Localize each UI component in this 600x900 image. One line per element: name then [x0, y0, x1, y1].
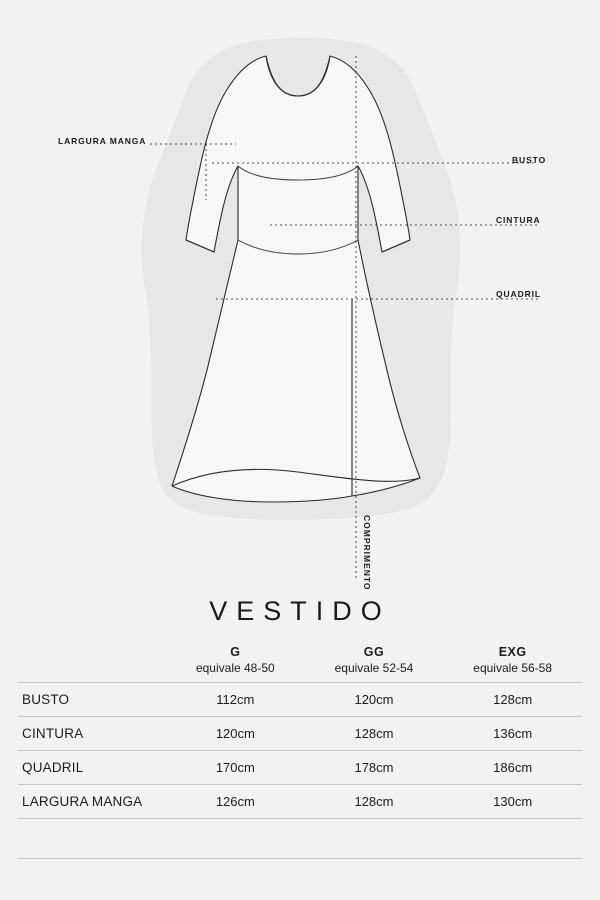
size-equivalence-2: equivale 56-58 [473, 660, 553, 675]
row-label-largura-manga: LARGURA MANGA [18, 784, 166, 818]
table-row [18, 784, 582, 818]
table-row [18, 750, 582, 784]
size-table-header-row [18, 645, 582, 682]
size-table [18, 645, 582, 819]
row-label-cintura: CINTURA [18, 716, 166, 750]
label-busto: BUSTO [512, 155, 547, 165]
row-label-quadril: QUADRIL [18, 750, 166, 784]
cell-cintura-g: 120cm [166, 716, 305, 750]
cell-quadril-g: 170cm [166, 750, 305, 784]
cell-busto-g: 112cm [166, 682, 305, 716]
cell-cintura-gg: 128cm [305, 716, 444, 750]
size-table-body [18, 682, 582, 818]
label-largura-manga: LARGURA MANGA [58, 136, 147, 146]
size-table-corner [18, 645, 166, 682]
label-quadril: QUADRIL [496, 289, 542, 299]
table-row [18, 716, 582, 750]
label-cintura: CINTURA [496, 215, 541, 225]
cell-largura-manga-g: 126cm [166, 784, 305, 818]
size-table-head [18, 645, 582, 682]
size-column-2 [443, 645, 582, 682]
size-name-2: EXG [498, 645, 527, 659]
size-equivalence-1: equivale 52-54 [334, 660, 414, 675]
cell-quadril-exg: 186cm [443, 750, 582, 784]
page-title: VESTIDO [209, 596, 391, 626]
cell-busto-exg: 128cm [443, 682, 582, 716]
row-label-busto: BUSTO [18, 682, 166, 716]
table-row [18, 682, 582, 716]
label-comprimento: COMPRIMENTO [362, 515, 372, 591]
size-table-wrapper [0, 645, 600, 819]
size-name-0: G [230, 645, 241, 659]
size-equivalence-0: equivale 48-50 [195, 660, 275, 675]
cell-quadril-gg: 178cm [305, 750, 444, 784]
size-name-1: GG [363, 645, 385, 659]
cell-cintura-exg: 136cm [443, 716, 582, 750]
size-column-0 [166, 645, 305, 682]
cell-busto-gg: 120cm [305, 682, 444, 716]
cell-largura-manga-exg: 130cm [443, 784, 582, 818]
bottom-divider [18, 858, 582, 859]
cell-largura-manga-gg: 128cm [305, 784, 444, 818]
size-column-1 [305, 645, 444, 682]
